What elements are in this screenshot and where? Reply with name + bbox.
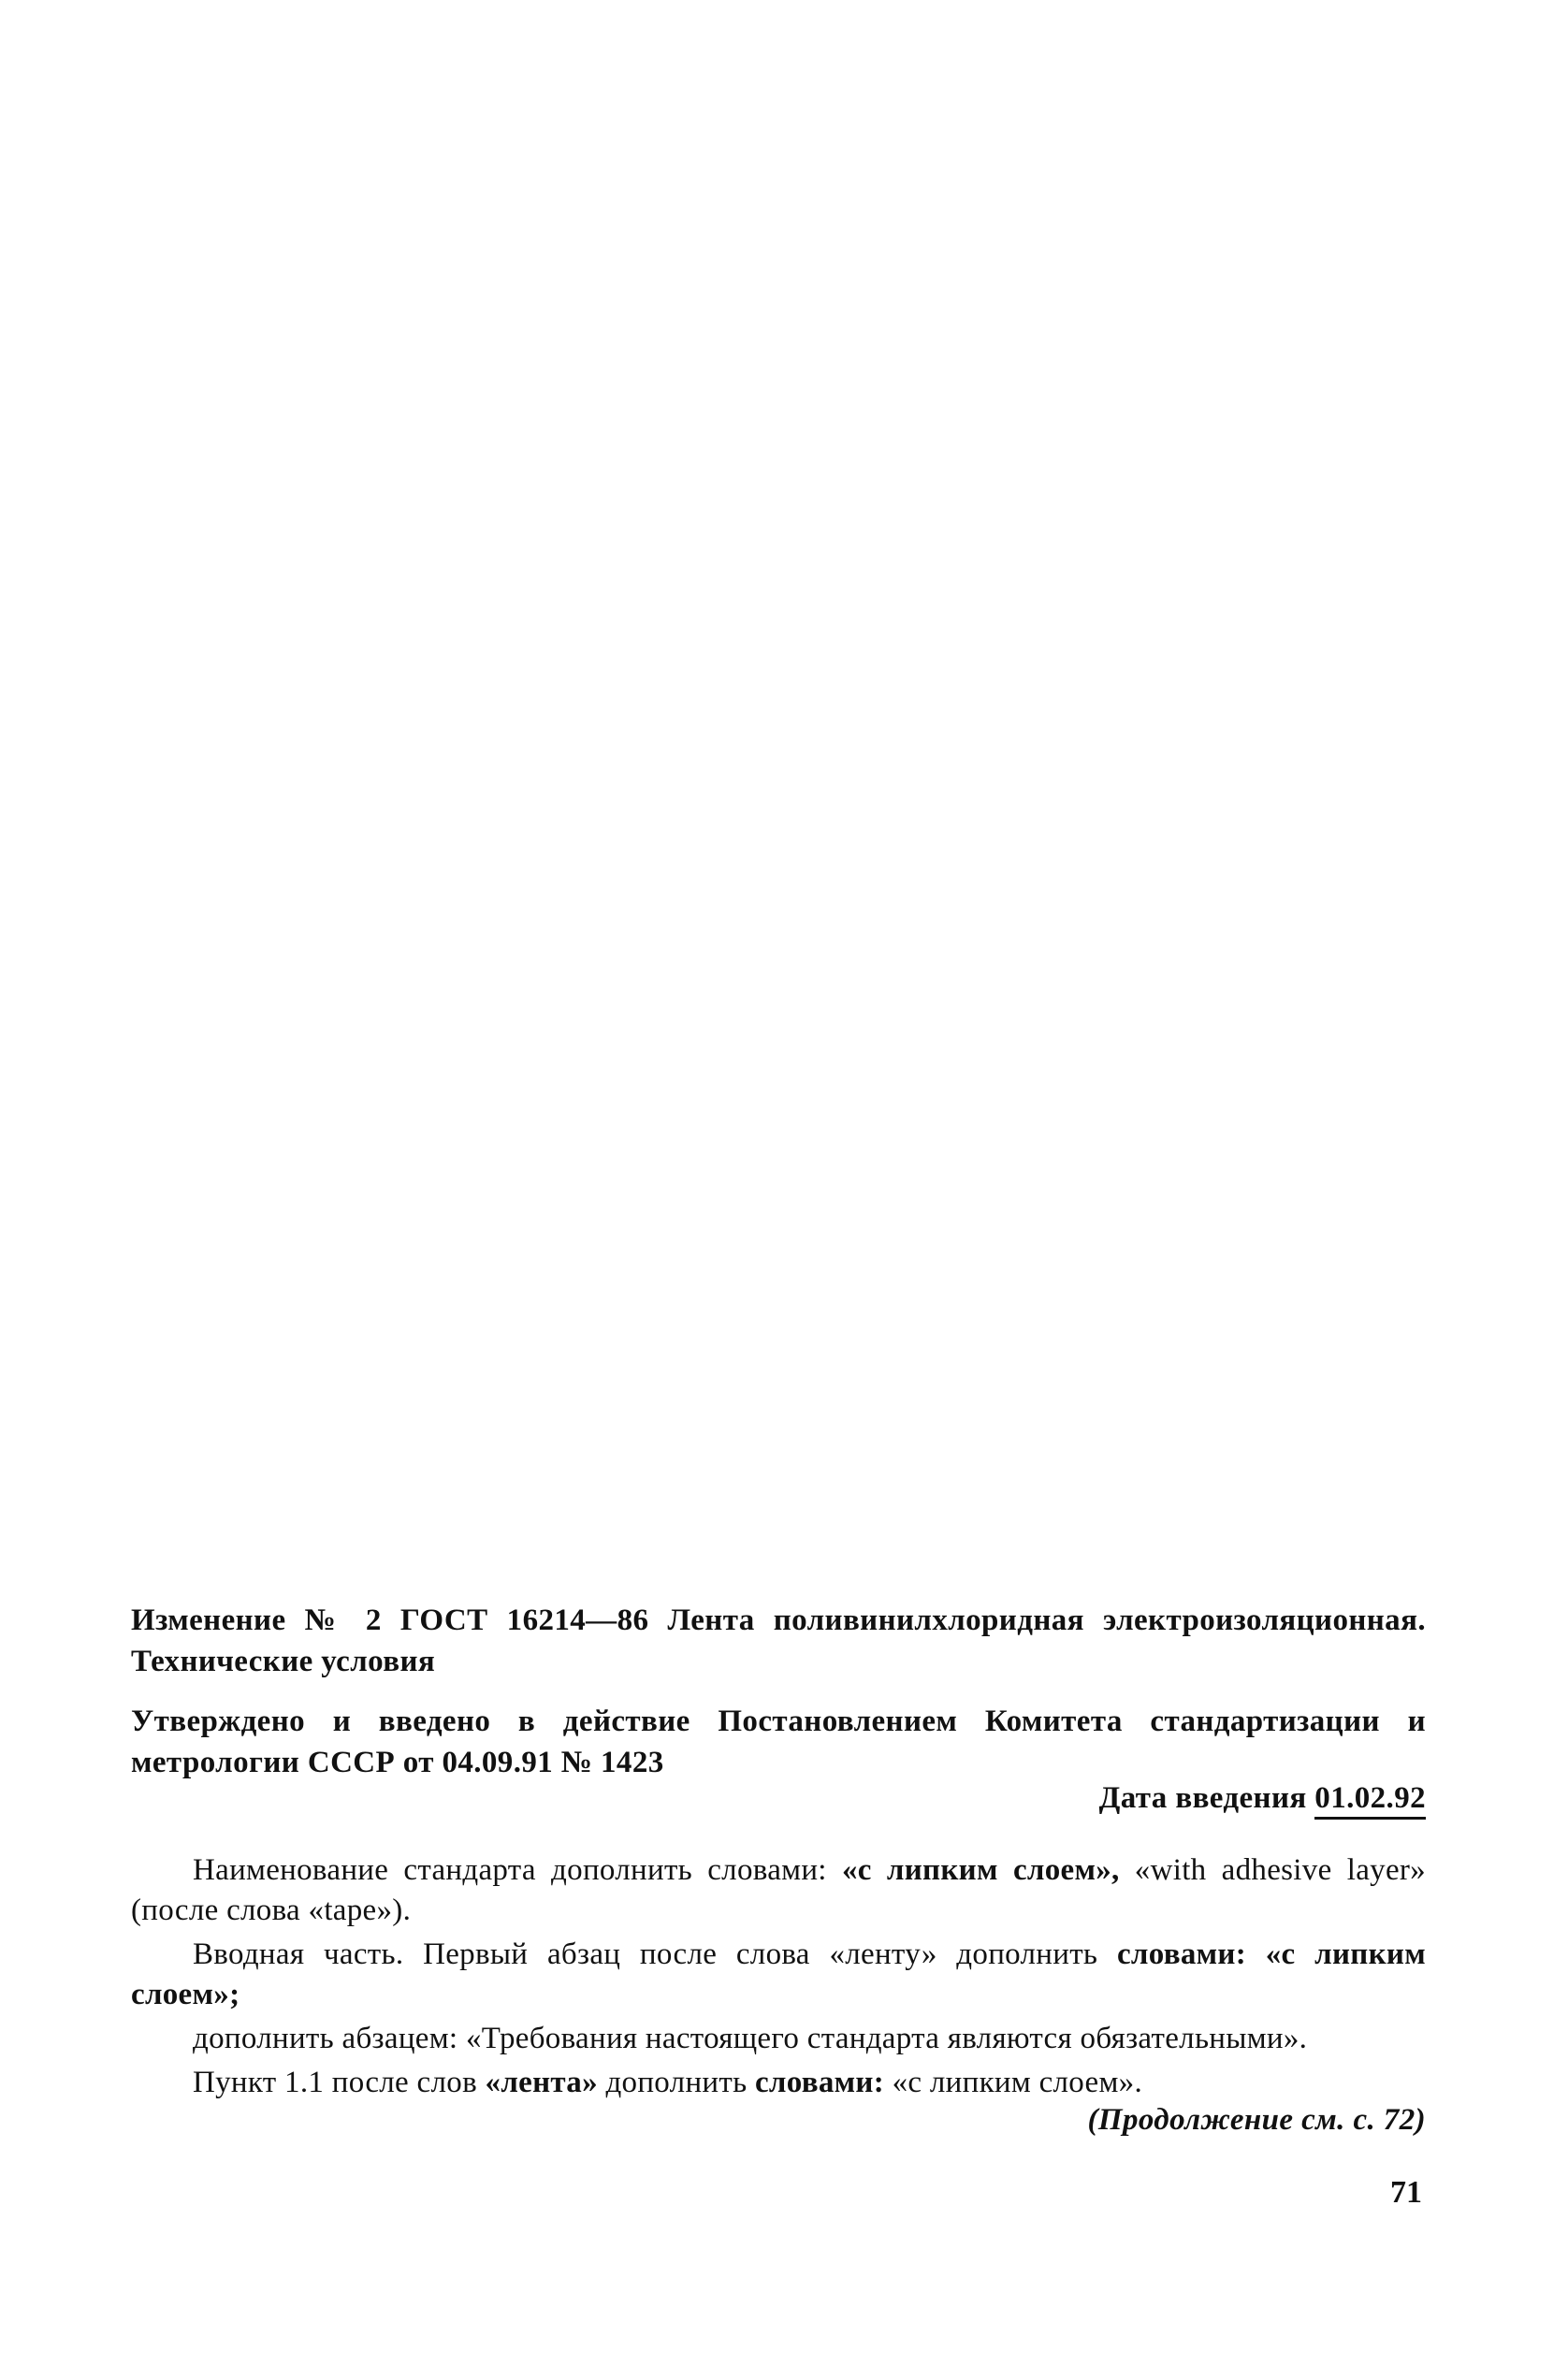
paragraph-text-bold: словами:	[754, 2066, 885, 2099]
paragraph-text: (после слова «tape»).	[131, 1893, 412, 1927]
paragraph-title-change	[131, 1850, 1426, 1931]
paragraph-text-bold: словами: «с липким слоем»;	[131, 1937, 1426, 2011]
paragraph-text-bold: «с липким слоем»,	[841, 1853, 1120, 1887]
paragraph-text-bold: «лента»	[485, 2066, 598, 2099]
amendment-heading: Изменение № 2 ГОСТ 16214—86 Лента поливинилхлоридная электроизоляционная. Технические условия	[131, 1603, 1426, 1678]
continuation-note: (Продолжение см. с. 72)	[1087, 2103, 1426, 2137]
paragraph-text: «with adhesive layer»	[1119, 1853, 1426, 1887]
effective-date-label: Дата введения	[1098, 1781, 1307, 1815]
page-number: 71	[1390, 2175, 1422, 2210]
paragraph-clause-1-1	[131, 2063, 1426, 2103]
paragraph-text: Наименование стандарта дополнить словами:	[193, 1853, 842, 1887]
paragraph-text: Вводная часть. Первый абзац после слова «ленту» дополнить	[193, 1937, 1117, 1971]
paragraph-text: дополнить	[597, 2066, 755, 2099]
paragraph-text: «с липким слоем».	[884, 2066, 1142, 2099]
effective-date-value: 01.02.92	[1314, 1781, 1426, 1820]
amendment-body	[131, 1850, 1426, 2107]
effective-date-line	[1099, 1777, 1426, 1819]
paragraph-text: Пункт 1.1 после слов	[193, 2066, 486, 2099]
paragraph-addition	[131, 2019, 1426, 2059]
paragraph-intro-change	[131, 1935, 1426, 2015]
approval-statement: Утверждено и введено в действие Постановлением Комитета стандартизации и метрологии СССР от 04.09.91 № 1423	[131, 1705, 1426, 1779]
paragraph-text: дополнить абзацем: «Требования настоящего стандарта являются обязательными».	[193, 2022, 1308, 2055]
